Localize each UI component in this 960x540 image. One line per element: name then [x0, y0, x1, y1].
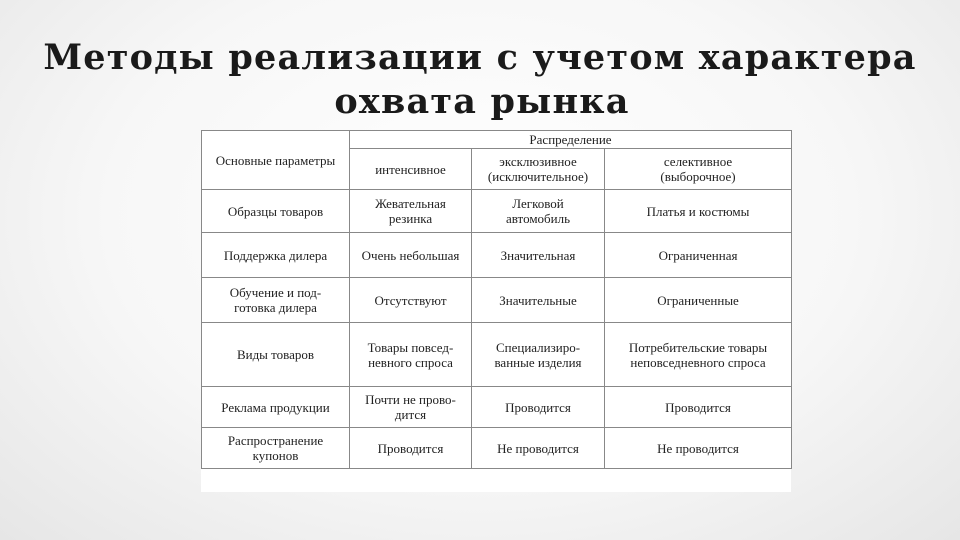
column-header-exclusive	[472, 149, 605, 190]
table-row	[202, 428, 792, 469]
column-header-intensive	[350, 149, 472, 190]
cell-text: готовка дилера	[234, 300, 317, 315]
slide-title	[0, 36, 960, 124]
cell-text: неповседневного спроса	[630, 354, 766, 370]
table-row	[202, 233, 792, 278]
cell-text: Проводится	[665, 399, 731, 415]
table-row	[202, 387, 792, 428]
table-cell	[472, 190, 605, 233]
table-cell	[605, 323, 792, 387]
table-cell	[605, 278, 792, 323]
row-param	[202, 428, 350, 469]
cell-text: Специализиро-	[495, 339, 581, 355]
table-cell	[605, 233, 792, 278]
cell-text: Проводится	[505, 399, 571, 415]
column-header-subtext: (исключительное)	[487, 169, 589, 184]
cell-text: Виды товаров	[236, 347, 315, 362]
cell-text: Значительная	[500, 247, 576, 263]
cell-text: Значительные	[499, 292, 577, 308]
table-cell	[350, 323, 472, 387]
cell-text: Очень небольшая	[361, 247, 460, 263]
cell-text: Распространение	[227, 433, 324, 448]
cell-text: Отсутствуют	[374, 292, 447, 308]
cell-text: резинка	[388, 211, 433, 226]
cell-text: Не проводится	[657, 440, 739, 456]
table-cell	[605, 387, 792, 428]
column-header-text: интенсивное	[375, 161, 446, 177]
group-header-text: Распределение	[529, 132, 612, 147]
table-cell	[605, 428, 792, 469]
cell-text: купонов	[252, 448, 299, 463]
cell-text: невного спроса	[368, 354, 453, 370]
cell-text: Образцы товаров	[227, 203, 324, 219]
column-header-selective	[605, 149, 792, 190]
table-row	[202, 190, 792, 233]
cell-text: Ограниченная	[658, 247, 738, 263]
cell-text: Почти не прово-	[365, 392, 456, 407]
table-cell	[472, 387, 605, 428]
cell-text: дится	[394, 407, 427, 422]
table-cell	[350, 190, 472, 233]
cell-text: Ограниченные	[657, 292, 739, 308]
cell-text: Обучение и под-	[229, 285, 322, 300]
table-cell	[472, 323, 605, 387]
table-row	[202, 323, 792, 387]
row-param	[202, 323, 350, 387]
table-cell	[605, 190, 792, 233]
cell-text: Не проводится	[497, 440, 579, 456]
row-param	[202, 233, 350, 278]
row-param	[202, 278, 350, 323]
cell-text: Жевательная	[375, 196, 446, 211]
table-cell	[472, 428, 605, 469]
cell-text: Легковой	[512, 196, 564, 211]
distribution-table	[201, 130, 791, 492]
table-cell	[350, 233, 472, 278]
cell-text: Потребительские товары	[628, 339, 768, 355]
slide-title-line-1: Методы реализации с учетом характера	[43, 37, 917, 78]
column-header-text: эксклюзивное	[499, 154, 577, 169]
cell-text: Реклама продукции	[221, 399, 330, 415]
table-cell	[472, 233, 605, 278]
group-header	[350, 131, 792, 149]
table-row	[202, 278, 792, 323]
cell-text: Платья и костюмы	[646, 203, 750, 219]
param-column-header	[202, 131, 350, 190]
table-cell	[472, 278, 605, 323]
row-param	[202, 387, 350, 428]
cell-text: автомобиль	[505, 211, 571, 226]
table-cell	[350, 428, 472, 469]
cell-text: Товары повсед-	[367, 339, 454, 355]
slide-title-line-2: охвата рынка	[334, 81, 630, 122]
table-cell	[350, 387, 472, 428]
cell-text: ванные изделия	[494, 354, 582, 370]
param-header-text: Основные параметры	[215, 152, 336, 168]
column-header-text: селективное	[663, 154, 733, 169]
row-param	[202, 190, 350, 233]
cell-text: Поддержка дилера	[223, 247, 328, 263]
cell-text: Проводится	[377, 440, 444, 456]
table-cell	[350, 278, 472, 323]
column-header-subtext: (выборочное)	[660, 169, 736, 184]
